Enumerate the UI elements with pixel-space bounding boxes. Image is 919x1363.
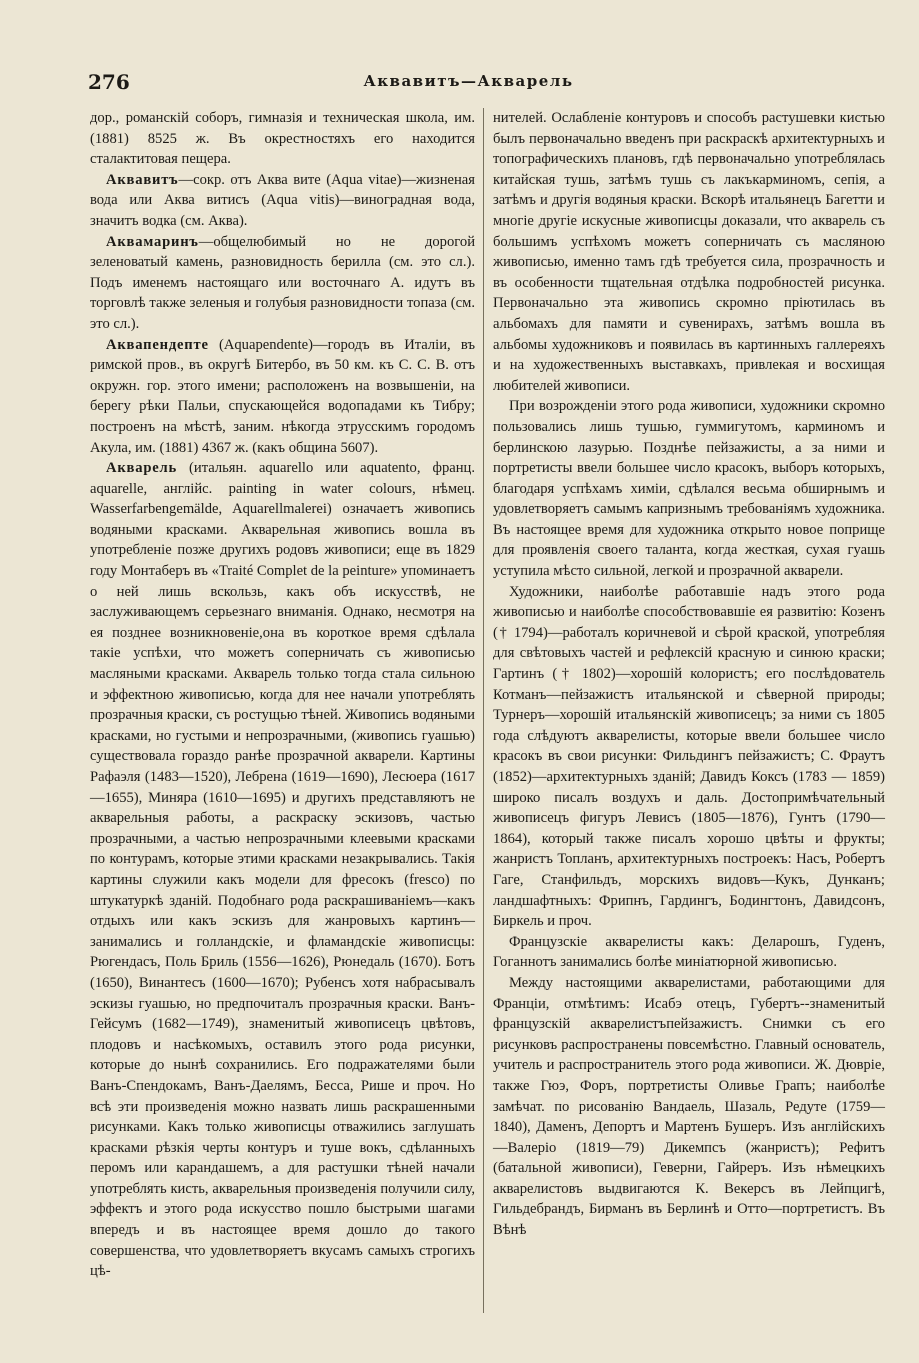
- page-header: [88, 70, 849, 92]
- entry-text: —сокр. отъ Аква вите (Aqua vitae)—жизненая вода или Аква витисъ (Aqua vitis)—виноградная вода, значитъ водка (см. Аква).: [90, 171, 475, 229]
- entry-headword: Аквавитъ: [106, 171, 179, 188]
- dictionary-entry: [90, 458, 475, 1282]
- entry-headword: Аквамаринъ: [106, 233, 199, 250]
- article-paragraph: Художники, наиболѣе работавшіе надъ этого рода живописью и наиболѣе способствовавшіе ея развитію: Козенъ († 1794)—работалъ коричневой и сѣрой краской, употребляя для свѣтовыхъ частей и рефлексій красную и синюю краски; Гартинъ († 1802)—хорошій колористъ; его послѣдователь Котманъ—пейзажистъ итальянской и сѣверной природы; Турнеръ—хорошій итальянскій живописецъ; за ними съ 1805 года слѣдуютъ акварелисты, которые ввели большее число красокъ въ свои рисунки: Фильдингъ пейзажистъ; С. Фраутъ (1852)—архитектурныхъ зданій; Давидъ Коксъ (1783 — 1859) широко писалъ воздухъ и даль. Достопримѣчательный живописецъ фигуръ Левисъ (1805—1876), Гунтъ (1790—1864), который также писалъ хорошо цвѣты и фрукты; жанристъ Топланъ, архитектурныхъ построекъ: Насъ, Робертъ Гаге, Станфильдъ, морскихъ видовъ—Кукъ, Дунканъ; ландшафтныхъ: Фрипнъ, Гардингъ, Бодингтонъ, Давидсонъ, Биркель и проч.: [493, 583, 885, 930]
- entry-text: (итальян. aquarello или aquatento, франц. aquarelle, англійс. painting in water colours, нѣмец. Wasserfarbengemälde, Aquarellmalerei) означаетъ живопись водяными красками. Акварельная живопись вошла въ употребленіе позже другихъ родовъ живописи; еще въ 1829 году Монтаберъ въ «Traité Complet de la peinture» упоминаетъ о ней лишь вскользь, какъ объ искусствѣ, не заслуживающемъ серьезнаго вниманія. Однако, несмотря на ея позднее возникновеніе,она въ короткое время сдѣлала такіе успѣхи, что можетъ соперничать съ живописью масляными красками. Акварель только тогда стала сильною и эффектною живописью, когда для нее начали употреблять прозрачныя краски, съ ростущью тѣней. Живопись водяными красками, но густыми и непрозрачными, (живопись гуашью) существовала гораздо ранѣе прозрачной акварели. Картины Рафаэля (1483—1520), Лебрена (1619—1690), Лесюера (1617—1655), Миняра (1610—1695) и другихъ представляютъ не акварельныя работы, а раскраску эскизовъ, частью прозрачными, а частью непрозрачными клеевыми красками по контурамъ, которые этими красками незакрывались. Такія картины служили какъ модели для фресокъ (fresco) по штукатуркѣ зданій. Подобнаго рода раскрашиваніемъ—какъ отдыхъ или какъ эскизъ для жанровыхъ картинъ—занимались и голландскіе, и фламандскіе живописцы: Рюгендасъ, Поль Бриль (1556—1626), Рюнедаль (1670). Ботъ (1650), Винантесъ (1600—1670); Рубенсъ хотя набрасывалъ эскизы гуашью, но предпочиталъ прозрачныя краски. Ванъ-Гейсумъ (1682—1749), знаменитый живописецъ цвѣтовъ, плодовъ и насѣкомыхъ, оставилъ этого рода рисунки, которые до нынѣ сохранились. Его подражателями были Ванъ-Спендокамъ, Ванъ-Даелямъ, Бесса, Рише и проч. Но всѣ эти произведенія можно назвать лишь раскрашенными рисунками. Какъ только живописцы отважились заглушать красками рѣзкія черты контуръ и туше вокъ, сдѣланныхъ перомъ или карандашемъ, а для растушки тѣней начали употреблять кисть, акварельныя произведенія получили силу, эффектъ и этого рода искусство пошло быстрыми шагами впередъ и въ настоящее время дошло до такого совершенства, что удовлетворяетъ вкусамъ самыхъ строгихъ цѣ-: [90, 460, 475, 1280]
- article-paragraph: Между настоящими акварелистами, работающими для Франціи, отмѣтимъ: Исабэ отецъ, Губертъ--знаменитый французскій акварелистъпейзажистъ. Снимки съ его рисунковъ распространены повсемѣстно. Главный основатель, учитель и распространитель этого рода живописи. Ж. Дювріе, также Гюэ, Форъ, портретисты Оливье Грапъ; наиболѣе замѣчат. по рисованію Вандаель, Шазаль, Редуте (1759—1840), Даменъ, Депортъ и Мартенъ Бушеръ. Изъ англійскихъ—Валеріо (1819—79) Дикемпсъ (жанристъ); Рефитъ (батальной живописи), Геверни, Гайреръ. Изъ нѣмецкихъ акварелистовъ выдвигаются К. Векерсъ въ Лейпцигѣ, Гильдебрандъ, Бирманъ въ Берлинѣ и Отто—портретистъ. Въ Вѣнѣ: [493, 974, 885, 1239]
- entry-text: дор., романскій соборъ, гимназія и техническая школа, им. (1881) 8525 ж. Въ окрестностяхъ его находится сталактитовая пещера.: [90, 110, 475, 168]
- article-paragraph: При возрожденіи этого рода живописи, художники скромно пользовались лишь тушью, гуммигутомъ, карминомъ и берлинскою лазурью. Позднѣе пейзажисты, а за ними и портретисты ввели большее число красокъ, выборъ которыхъ, благодаря успѣхамъ химіи, сдѣлался весьма обширнымъ и удовлетворяетъ самымъ капризнымъ требованіямъ художника. Въ настоящее время для художника открыто новое поприще для проявленія своего таланта, когда жесткая, сухая гуашь уступила мѣсто сильной, легкой и прозрачной акварели.: [493, 398, 885, 580]
- dictionary-entry: [90, 232, 475, 335]
- entry-text: —общелюбимый но не дорогой зеленоватый камень, разновидность берилла (см. это сл.). Подъ именемъ настоящаго или восточнаго А. идутъ въ торговлѣ также зеленыя и голубыя разновидности топаза (см. это сл.).: [90, 233, 475, 332]
- entry-text: (Aquapendente)—городъ въ Италіи, въ римской пров., въ округѣ Битербо, въ 50 км. къ С. С. В. отъ окружн. гор. этого имени; расположенъ на возвышеніи, на берегу рѣки Пальи, спускающейся водопадами къ Тибру; построенъ на мѣстѣ, заним. нѣкогда этрусскимъ городомъ Акула, им. (1881) 4367 ж. (какъ община 5607).: [90, 336, 475, 456]
- dictionary-entry: [90, 170, 475, 232]
- dictionary-entry: [90, 335, 475, 459]
- entry-headword: Акварель: [106, 460, 178, 477]
- article-paragraph: [90, 108, 475, 170]
- article-paragraph: нителей. Ослабленіе контуровъ и способъ растушевки кистью былъ первоначально введенъ при раскраскѣ архитектурныхъ и топографическихъ плановъ, гдѣ первоначально употреблялась китайская тушь, затѣмъ тушь съ лакъкарминомъ, сепія, а затѣмъ и другія водяныя краски. Вскорѣ итальянецъ Багетти и многіе другіе искусные живописцы доказали, что акварель съ большимъ успѣхомъ можетъ соперничать съ масляною живописью, именно тамъ гдѣ требуется сила, прозрачность и въ особенности тщательная отдѣлка подробностей рисунка. Первоначально эта живопись скромно пріютилась въ альбомахъ для памяти и сувенирахъ, затѣмъ вошла въ альбомы художниковъ и появилась въ картинныхъ галлереяхъ и на художественныхъ выставкахъ, привлекая и восхищая любителей живописи.: [493, 110, 885, 394]
- right-column: [483, 108, 885, 1313]
- page-number: 276: [88, 70, 130, 94]
- left-column: [90, 108, 475, 1282]
- article-paragraph: Французскіе акварелисты какъ: Деларошъ, Гуденъ, Гоганнотъ занимались болѣе миніатюрной живописью.: [493, 933, 885, 971]
- running-title: Аквавитъ—Акварель: [363, 72, 574, 90]
- entry-headword: Аквапендепте: [106, 336, 209, 353]
